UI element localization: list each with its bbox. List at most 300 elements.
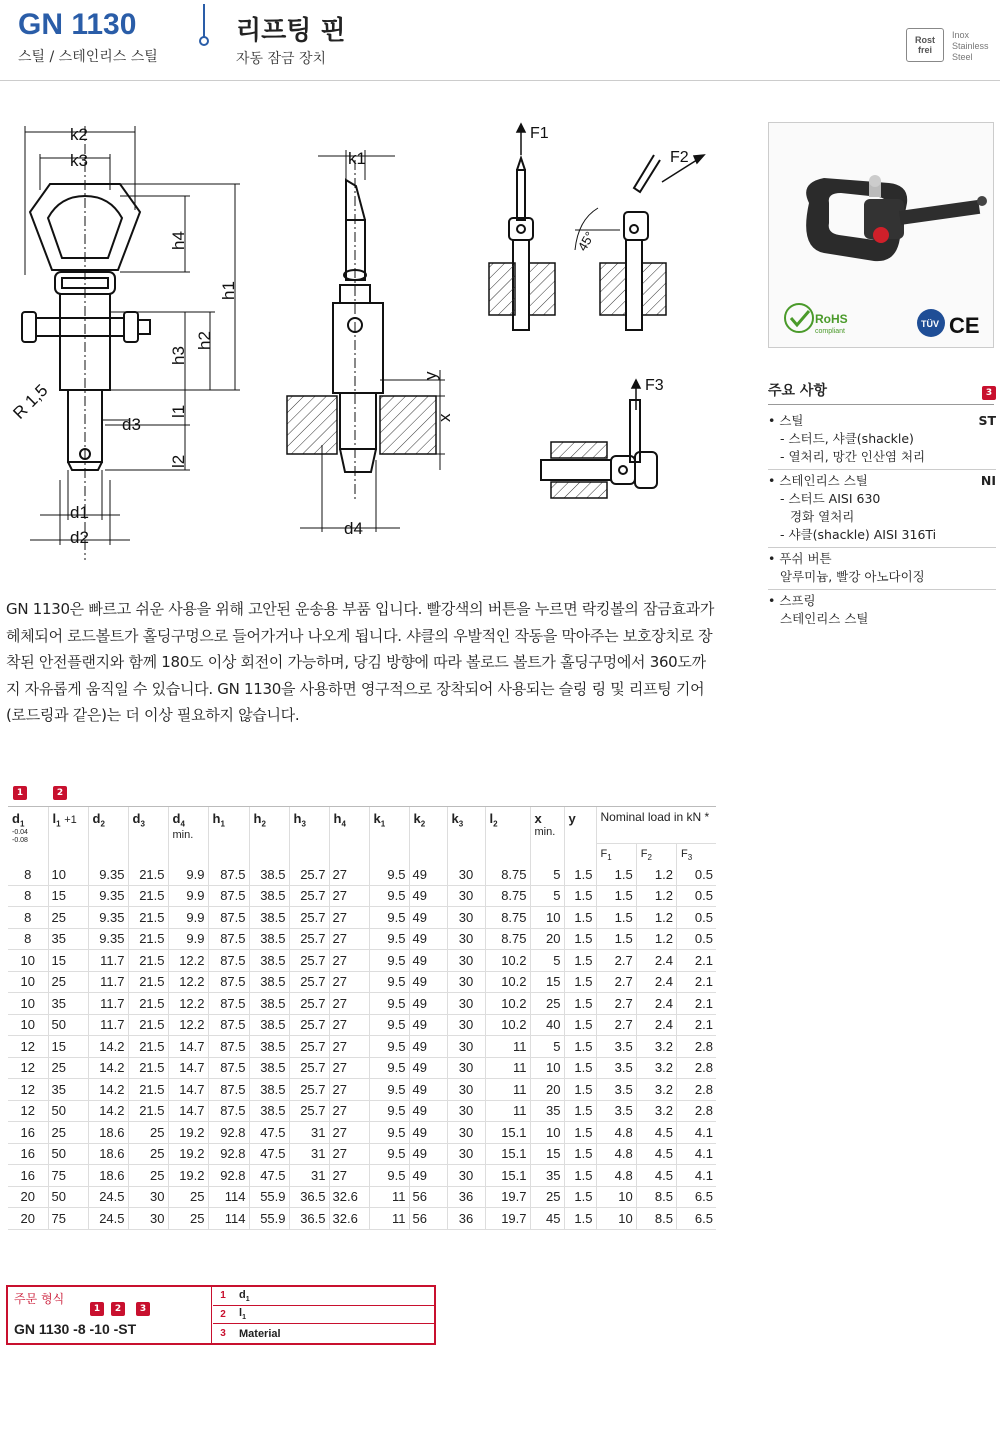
table-cell: 38.5	[249, 993, 289, 1015]
table-cell: 87.5	[208, 928, 249, 950]
table-cell: 2.7	[596, 950, 636, 972]
table-cell: 87.5	[208, 993, 249, 1015]
table-cell: 14.2	[88, 1100, 128, 1122]
table-cell: 32.6	[329, 1186, 369, 1208]
label-l2: l2	[169, 454, 188, 468]
technical-drawing	[0, 100, 760, 560]
table-cell: 2.8	[677, 1079, 717, 1101]
label-y: y	[421, 371, 440, 380]
product-image	[769, 123, 995, 349]
table-cell: 3.5	[596, 1036, 636, 1058]
table-cell: 25.7	[289, 993, 329, 1015]
table-cell: 31	[289, 1122, 329, 1144]
table-row	[8, 1100, 716, 1122]
table-cell: 9.35	[88, 885, 128, 907]
table-cell: 49	[409, 950, 447, 972]
table-cell: 24.5	[88, 1186, 128, 1208]
table-cell: 10	[8, 1014, 48, 1036]
table-cell: 36	[447, 1208, 485, 1230]
dimension-table	[8, 806, 716, 1230]
table-cell: 49	[409, 1122, 447, 1144]
rostfrei-badge: Rost frei	[906, 28, 944, 62]
table-cell: 49	[409, 928, 447, 950]
table-cell: 9.9	[168, 907, 208, 929]
table-cell: 12	[8, 1079, 48, 1101]
table-cell: 1.5	[564, 1208, 596, 1230]
table-cell: 3.2	[636, 1057, 676, 1079]
col-d4: $d_4$ min.	[168, 807, 208, 864]
table-cell: 16	[8, 1143, 48, 1165]
order-marker-2: 2	[111, 1302, 125, 1316]
table-cell: 1.5	[564, 1014, 596, 1036]
col-k1: $k_1$	[369, 807, 409, 864]
col-y: y	[564, 807, 596, 864]
table-cell: 4.1	[677, 1143, 717, 1165]
table-cell: 21.5	[128, 928, 168, 950]
table-row	[8, 1057, 716, 1079]
table-cell: 36	[447, 1186, 485, 1208]
label-f1: F1	[530, 125, 549, 142]
table-row	[8, 928, 716, 950]
table-cell: 49	[409, 907, 447, 929]
table-cell: 10	[530, 907, 564, 929]
table-cell: 87.5	[208, 971, 249, 993]
table-cell: 38.5	[249, 864, 289, 886]
table-cell: 20	[8, 1186, 48, 1208]
table-cell: 18.6	[88, 1122, 128, 1144]
table-cell: 8	[8, 864, 48, 886]
order-code: GN 1130 -8 -10 -ST	[14, 1321, 137, 1337]
label-r: R 1,5	[9, 380, 52, 423]
table-cell: 12.2	[168, 993, 208, 1015]
table-cell: 3.5	[596, 1079, 636, 1101]
features-rule	[768, 404, 994, 405]
table-cell: 10	[8, 950, 48, 972]
table-cell: 75	[48, 1165, 88, 1187]
table-cell: 30	[447, 1122, 485, 1144]
table-cell: 30	[447, 1036, 485, 1058]
features-list	[768, 410, 996, 631]
table-cell: 27	[329, 1143, 369, 1165]
table-cell: 30	[447, 993, 485, 1015]
table-cell: 30	[128, 1208, 168, 1230]
table-row	[8, 1165, 716, 1187]
table-cell: 25.7	[289, 885, 329, 907]
table-cell: 20	[530, 928, 564, 950]
order-row: 3 Material	[220, 1327, 281, 1340]
table-cell: 25.7	[289, 1057, 329, 1079]
table-cell: 56	[409, 1208, 447, 1230]
table-cell: 20	[530, 1079, 564, 1101]
table-cell: 47.5	[249, 1165, 289, 1187]
order-legend	[213, 1287, 434, 1343]
label-d3: d3	[122, 415, 141, 434]
table-cell: 15.1	[485, 1165, 530, 1187]
table-cell: 0.5	[677, 928, 717, 950]
features-title: 주요 사항	[768, 383, 827, 399]
table-cell: 27	[329, 864, 369, 886]
table-cell: 49	[409, 864, 447, 886]
table-cell: 38.5	[249, 1100, 289, 1122]
table-cell: 15	[530, 1143, 564, 1165]
table-cell: 27	[329, 1079, 369, 1101]
label-f2: F2	[670, 149, 689, 166]
table-cell: 1.5	[564, 971, 596, 993]
table-cell: 14.7	[168, 1036, 208, 1058]
table-cell: 25	[530, 1186, 564, 1208]
table-cell: 6.5	[677, 1208, 717, 1230]
table-cell: 25	[128, 1122, 168, 1144]
table-cell: 9.5	[369, 1122, 409, 1144]
table-cell: 11.7	[88, 971, 128, 993]
table-cell: 21.5	[128, 1036, 168, 1058]
table-cell: 2.8	[677, 1036, 717, 1058]
col-f1: $F_1$	[596, 844, 636, 864]
table-cell: 27	[329, 1014, 369, 1036]
table-cell: 18.6	[88, 1143, 128, 1165]
table-cell: 9.5	[369, 1057, 409, 1079]
rohs-sub-label: compliant	[815, 328, 845, 335]
table-cell: 2.1	[677, 993, 717, 1015]
label-k1: k1	[348, 149, 366, 168]
table-cell: 38.5	[249, 907, 289, 929]
table-cell: 21.5	[128, 1079, 168, 1101]
order-example	[6, 1285, 436, 1345]
table-cell: 36.5	[289, 1186, 329, 1208]
table-cell: 25	[128, 1143, 168, 1165]
table-cell: 10	[530, 1057, 564, 1079]
table-cell: 10	[596, 1186, 636, 1208]
table-cell: 30	[447, 885, 485, 907]
table-cell: 50	[48, 1143, 88, 1165]
table-cell: 25.7	[289, 864, 329, 886]
table-cell: 1.5	[564, 1079, 596, 1101]
label-h2: h2	[195, 331, 214, 350]
table-cell: 8	[8, 907, 48, 929]
table-cell: 15	[48, 950, 88, 972]
table-cell: 1.5	[564, 993, 596, 1015]
table-cell: 4.1	[677, 1165, 717, 1187]
table-cell: 55.9	[249, 1186, 289, 1208]
table-cell: 30	[447, 1100, 485, 1122]
col-h4: $h_4$	[329, 807, 369, 864]
table-cell: 30	[128, 1186, 168, 1208]
table-cell: 1.5	[564, 864, 596, 886]
table-cell: 50	[48, 1186, 88, 1208]
table-cell: 2.4	[636, 950, 676, 972]
table-cell: 1.5	[564, 1036, 596, 1058]
table-cell: 9.5	[369, 864, 409, 886]
table-cell: 87.5	[208, 1036, 249, 1058]
table-cell: 25	[48, 1122, 88, 1144]
col-x: x min.	[530, 807, 564, 864]
table-cell: 25.7	[289, 928, 329, 950]
table-cell: 49	[409, 1079, 447, 1101]
table-cell: 9.5	[369, 950, 409, 972]
table-cell: 30	[447, 971, 485, 993]
feature-group-steel: • 스틸 ST - 스터드, 샤클(shackle) - 열처리, 망간 인산염 처리	[768, 410, 996, 470]
label-l1: l1	[169, 404, 188, 418]
table-cell: 27	[329, 885, 369, 907]
table-cell: 5	[530, 1036, 564, 1058]
table-cell: 15	[530, 971, 564, 993]
table-cell: 21.5	[128, 1100, 168, 1122]
table-cell: 4.8	[596, 1165, 636, 1187]
header-divider-dot	[199, 36, 209, 46]
table-cell: 87.5	[208, 864, 249, 886]
table-cell: 12	[8, 1057, 48, 1079]
table-cell: 21.5	[128, 971, 168, 993]
table-cell: 114	[208, 1208, 249, 1230]
feature-group-spring: • 스프링 스테인리스 스틸	[768, 593, 869, 626]
table-cell: 14.7	[168, 1079, 208, 1101]
table-cell: 12.2	[168, 950, 208, 972]
table-cell: 27	[329, 1100, 369, 1122]
table-cell: 47.5	[249, 1122, 289, 1144]
table-cell: 25	[168, 1208, 208, 1230]
table-cell: 1.5	[564, 1122, 596, 1144]
table-cell: 14.2	[88, 1079, 128, 1101]
page-subtitle: 자동 잠금 장치	[236, 51, 327, 67]
table-cell: 27	[329, 907, 369, 929]
feature-group-button: • 푸쉬 버튼 알루미늄, 빨강 아노다이징	[768, 548, 996, 590]
label-x: x	[435, 413, 454, 422]
table-cell: 27	[329, 993, 369, 1015]
table-cell: 2.7	[596, 993, 636, 1015]
table-cell: 6.5	[677, 1186, 717, 1208]
table-cell: 4.5	[636, 1122, 676, 1144]
table-cell: 14.2	[88, 1036, 128, 1058]
table-cell: 2.4	[636, 971, 676, 993]
table-cell: 10.2	[485, 1014, 530, 1036]
label-h1: h1	[219, 281, 238, 300]
table-cell: 30	[447, 1165, 485, 1187]
table-cell: 3.2	[636, 1079, 676, 1101]
table-cell: 9.5	[369, 1079, 409, 1101]
table-cell: 11	[369, 1186, 409, 1208]
table-cell: 38.5	[249, 971, 289, 993]
table-cell: 32.6	[329, 1208, 369, 1230]
table-cell: 49	[409, 1036, 447, 1058]
table-cell: 25.7	[289, 950, 329, 972]
table-cell: 38.5	[249, 950, 289, 972]
table-row	[8, 1143, 716, 1165]
table-cell: 10.2	[485, 993, 530, 1015]
product-material: 스틸 / 스테인리스 스틸	[18, 49, 158, 65]
table-cell: 27	[329, 1057, 369, 1079]
table-cell: 3.5	[596, 1057, 636, 1079]
table-cell: 9.5	[369, 907, 409, 929]
table-row	[8, 1036, 716, 1058]
table-cell: 8.75	[485, 864, 530, 886]
table-cell: 27	[329, 1036, 369, 1058]
table-cell: 9.9	[168, 928, 208, 950]
table-cell: 5	[530, 950, 564, 972]
table-cell: 21.5	[128, 993, 168, 1015]
table-row	[8, 1186, 716, 1208]
table-cell: 1.5	[564, 928, 596, 950]
col-k2: $k_2$	[409, 807, 447, 864]
table-cell: 31	[289, 1143, 329, 1165]
table-cell: 25.7	[289, 971, 329, 993]
table-cell: 24.5	[88, 1208, 128, 1230]
table-cell: 35	[530, 1100, 564, 1122]
table-cell: 20	[8, 1208, 48, 1230]
table-cell: 87.5	[208, 1057, 249, 1079]
col-d1: $d_1$ -0.04 -0.08	[8, 807, 48, 864]
table-cell: 14.7	[168, 1057, 208, 1079]
table-cell: 9.5	[369, 993, 409, 1015]
table-cell: 15.1	[485, 1122, 530, 1144]
table-row	[8, 971, 716, 993]
table-cell: 4.8	[596, 1143, 636, 1165]
table-cell: 15	[48, 1036, 88, 1058]
col-h2: $h_2$	[249, 807, 289, 864]
table-cell: 27	[329, 928, 369, 950]
table-cell: 11.7	[88, 950, 128, 972]
order-row: 1 $d_1$	[213, 1287, 434, 1306]
table-cell: 1.5	[564, 1100, 596, 1122]
table-row	[8, 1079, 716, 1101]
table-cell: 11	[485, 1100, 530, 1122]
table-cell: 25	[168, 1186, 208, 1208]
table-cell: 5	[530, 885, 564, 907]
page-title: 리프팅 핀	[236, 16, 346, 46]
table-cell: 3.2	[636, 1036, 676, 1058]
table-cell: 3.2	[636, 1100, 676, 1122]
table-cell: 35	[48, 928, 88, 950]
table-cell: 15	[48, 885, 88, 907]
col-h1: $h_1$	[208, 807, 249, 864]
table-cell: 8	[8, 928, 48, 950]
table-cell: 16	[8, 1165, 48, 1187]
table-cell: 10	[48, 864, 88, 886]
table-cell: 27	[329, 971, 369, 993]
table-cell: 92.8	[208, 1143, 249, 1165]
table-cell: 38.5	[249, 1057, 289, 1079]
table-cell: 2.7	[596, 1014, 636, 1036]
table-cell: 55.9	[249, 1208, 289, 1230]
table-cell: 9.5	[369, 971, 409, 993]
label-d1: d1	[70, 503, 89, 522]
table-cell: 10	[530, 1122, 564, 1144]
table-cell: 49	[409, 971, 447, 993]
table-cell: 30	[447, 950, 485, 972]
table-cell: 11.7	[88, 993, 128, 1015]
table-cell: 9.5	[369, 1165, 409, 1187]
table-cell: 1.2	[636, 907, 676, 929]
table-cell: 27	[329, 1122, 369, 1144]
table-cell: 9.35	[88, 928, 128, 950]
header-rule	[0, 80, 1000, 81]
table-cell: 9.5	[369, 1100, 409, 1122]
table-cell: 9.9	[168, 864, 208, 886]
table-cell: 87.5	[208, 885, 249, 907]
table-cell: 30	[447, 907, 485, 929]
table-cell: 2.8	[677, 1057, 717, 1079]
table-cell: 45	[530, 1208, 564, 1230]
table-cell: 4.8	[596, 1122, 636, 1144]
features-marker: 3	[982, 386, 996, 400]
table-cell: 1.2	[636, 864, 676, 886]
table-cell: 1.5	[596, 885, 636, 907]
label-d4: d4	[344, 519, 363, 538]
table-cell: 1.5	[564, 1057, 596, 1079]
badge-caption: Inox Stainless Steel	[952, 30, 989, 62]
table-cell: 1.2	[636, 928, 676, 950]
table-cell: 92.8	[208, 1165, 249, 1187]
table-cell: 30	[447, 1079, 485, 1101]
table-row	[8, 864, 716, 886]
col-d3: $d_3$	[128, 807, 168, 864]
table-cell: 4.5	[636, 1143, 676, 1165]
table-cell: 38.5	[249, 928, 289, 950]
table-cell: 25.7	[289, 1036, 329, 1058]
table-cell: 11	[369, 1208, 409, 1230]
table-cell: 49	[409, 1014, 447, 1036]
table-cell: 56	[409, 1186, 447, 1208]
table-row	[8, 1122, 716, 1144]
table-cell: 8.75	[485, 928, 530, 950]
table-cell: 1.5	[564, 950, 596, 972]
table-cell: 8.5	[636, 1186, 676, 1208]
table-cell: 10	[8, 993, 48, 1015]
table-cell: 9.35	[88, 907, 128, 929]
table-cell: 25	[48, 1057, 88, 1079]
table-cell: 1.5	[596, 928, 636, 950]
table-cell: 92.8	[208, 1122, 249, 1144]
table-cell: 11	[485, 1057, 530, 1079]
table-marker-1: 1	[13, 786, 27, 800]
table-cell: 8.75	[485, 907, 530, 929]
col-d2: $d_2$	[88, 807, 128, 864]
table-row	[8, 885, 716, 907]
table-cell: 11	[485, 1036, 530, 1058]
table-cell: 25	[128, 1165, 168, 1187]
table-cell: 9.5	[369, 1143, 409, 1165]
product-photo	[768, 122, 994, 348]
table-cell: 50	[48, 1014, 88, 1036]
table-cell: 50	[48, 1100, 88, 1122]
tuv-label: TÜV	[921, 319, 939, 329]
table-cell: 19.7	[485, 1186, 530, 1208]
col-h3: $h_3$	[289, 807, 329, 864]
table-cell: 30	[447, 864, 485, 886]
table-cell: 25	[48, 907, 88, 929]
ce-mark: CE	[949, 313, 980, 338]
table-cell: 25.7	[289, 1100, 329, 1122]
table-cell: 1.2	[636, 885, 676, 907]
table-cell: 38.5	[249, 885, 289, 907]
table-cell: 1.5	[564, 885, 596, 907]
table-cell: 19.2	[168, 1122, 208, 1144]
col-k3: $k_3$	[447, 807, 485, 864]
label-h4: h4	[169, 231, 188, 250]
table-cell: 12	[8, 1036, 48, 1058]
table-cell: 75	[48, 1208, 88, 1230]
table-cell: 21.5	[128, 950, 168, 972]
table-cell: 9.5	[369, 1014, 409, 1036]
table-cell: 40	[530, 1014, 564, 1036]
product-code: GN 1130	[18, 8, 137, 41]
col-load: Nominal load in kN *	[596, 807, 716, 844]
table-cell: 21.5	[128, 885, 168, 907]
table-cell: 18.6	[88, 1165, 128, 1187]
table-cell: 1.5	[564, 907, 596, 929]
order-row: 2 $l_1$	[213, 1306, 434, 1325]
table-cell: 31	[289, 1165, 329, 1187]
table-cell: 87.5	[208, 907, 249, 929]
